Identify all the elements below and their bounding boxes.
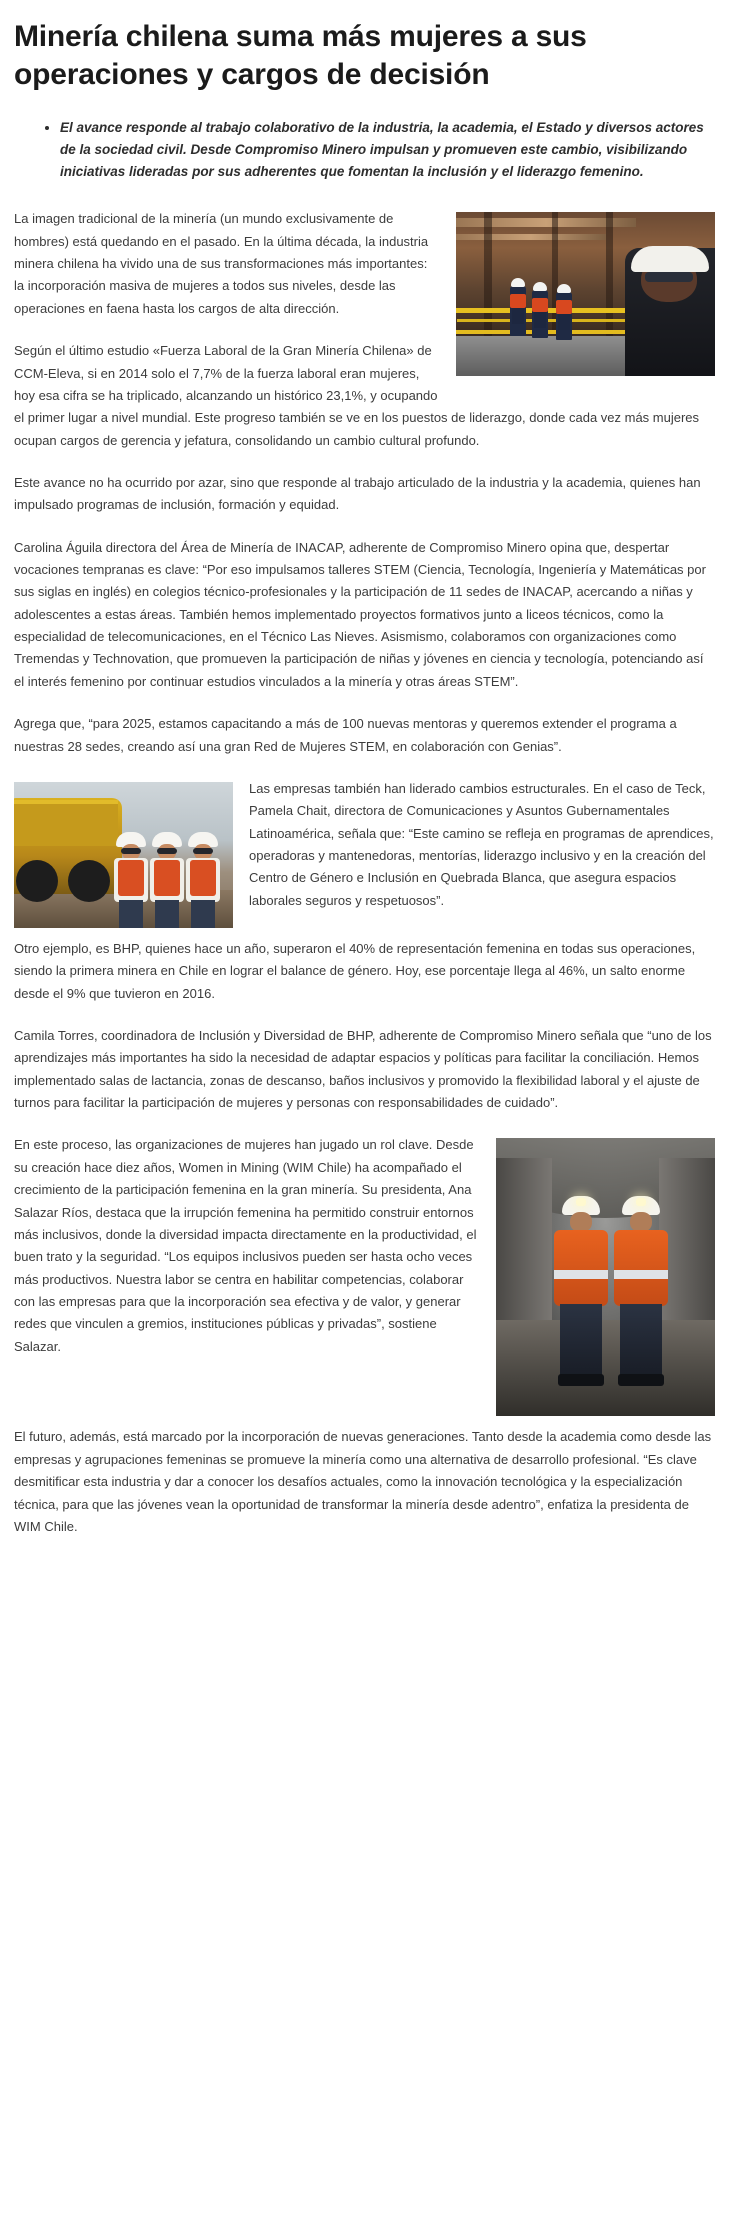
legs-shape: [560, 1304, 602, 1382]
haul-truck-three-women-photo: [14, 782, 233, 928]
photo-frame: [496, 1138, 715, 1416]
worker-figure: [552, 1196, 610, 1382]
article-paragraph: La imagen tradicional de la minería (un mundo exclusivamente de hombres) está quedando en el pasado. En la última década, la industria minera chilena ha vivido una de sus transformaciones más importantes: la incorporación masiva de mujeres a todos sus niveles, desde las operaciones en faena hasta los cargos de alta dirección.: [14, 211, 429, 316]
underground-tunnel-workers-photo: [496, 1138, 715, 1416]
hard-hat-shape: [557, 284, 571, 293]
head-shape: [630, 1212, 652, 1232]
safety-vest-shape: [154, 860, 180, 896]
safety-glasses-shape: [157, 848, 177, 854]
worker-figure: [112, 832, 150, 928]
photo-frame: [456, 212, 715, 376]
truck-tray-shape: [14, 800, 118, 846]
hard-hat-shape: [511, 278, 525, 287]
head-shape: [570, 1212, 592, 1232]
article-paragraph: Agrega que, “para 2025, estamos capacitando a más de 100 nuevas mentoras y queremos extender el programa a nuestras 28 sedes, creando así una gran Red de Mujeres STEM, en colaboración con Genias”.: [14, 716, 677, 754]
worker-figure: [184, 832, 222, 928]
article-paragraph: En este proceso, las organizaciones de mujeres han jugado un rol clave. Desde su creación hace diez años, Women in Mining (WIM Chile) ha acompañado el crecimiento de la participación femenina en la gran minería. Su presidenta, Ana Salazar Ríos, destaca que la irrupción femenina ha permitido construir entornos más inclusivos, donde la diversidad impacta directamente en la productividad, el buen trato y la seguridad. “Los equipos inclusivos pueden ser hasta ocho veces más productivos. Nuestra labor se centra en habilitar competencias, colaborar con las empresas para que la incorporación sea efectiva y de valor, y generar redes que vinculen a gremios, instituciones públicas y privadas”, sostiene Salazar.: [14, 1137, 477, 1354]
photo-frame: [14, 782, 233, 928]
foreground-worker-figure: [625, 248, 715, 376]
legs-shape: [512, 308, 524, 324]
haul-truck-shape: [14, 798, 122, 894]
article-lede-item: • El avance responde al trabajo colaborativo de la industria, la academia, el Estado y diversos actores de la sociedad civil. Desde Compromiso Minero impulsan y promueven este cambio, visibilizando iniciativas lideradas por sus adherentes que fomentan la inclusión y el liderazgo femenino.: [60, 117, 715, 183]
safety-glasses-shape: [193, 848, 213, 854]
coverall-shape: [554, 1230, 608, 1306]
article-paragraph: Las empresas también han liderado cambios estructurales. En el caso de Teck, Pamela Chait, directora de Comunicaciones y Asuntos Gubernamentales Latinoamérica, señala que: “Este camino se refleja en programas de aprendices, operadoras y mantenedoras, mentorías, liderazgo inclusivo y en la creación del Centro de Género e Inclusión en Quebrada Blanca, que asegura espacios laborales seguros y respetuosos”.: [249, 780, 714, 908]
reflective-stripe-shape: [614, 1270, 668, 1279]
safety-vest-shape: [190, 860, 216, 896]
safety-glasses-shape: [645, 272, 693, 282]
boots-shape: [558, 1374, 604, 1386]
worker-figure: [148, 832, 186, 928]
legs-shape: [620, 1304, 662, 1382]
truck-tire-shape: [68, 860, 110, 902]
worker-figure: [556, 292, 572, 340]
boots-shape: [618, 1374, 664, 1386]
headlamp-icon: [576, 1198, 586, 1206]
coverall-shape: [614, 1230, 668, 1306]
hard-hat-shape: [533, 282, 547, 291]
worker-figure: [532, 290, 548, 338]
legs-shape: [534, 312, 546, 328]
reflective-stripe-shape: [554, 1270, 608, 1279]
worker-figure: [612, 1196, 670, 1382]
mine-interior-walkway-workers-photo: [456, 212, 715, 376]
legs-shape: [119, 900, 143, 928]
page-title: Minería chilena suma más mujeres a sus operaciones y cargos de decisión: [14, 20, 587, 92]
legs-shape: [558, 314, 570, 330]
pipe-shape: [456, 234, 606, 240]
headlamp-icon: [636, 1198, 646, 1206]
safety-glasses-shape: [121, 848, 141, 854]
safety-vest-shape: [556, 300, 572, 314]
safety-vest-shape: [118, 860, 144, 896]
truck-tire-shape: [16, 860, 58, 902]
article-paragraph: Según el último estudio «Fuerza Laboral de la Gran Minería Chilena» de CCM-Eleva, si en 2014 solo el 7,7% de la fuerza laboral eran mujeres, hoy esa cifra se ha triplicado, alcanzando un histórico 23,1%, y ocupando el primer lugar a nivel mundial. Este progreso también se ve en los puestos de liderazgo, donde cada vez más mujeres ocupan cargos de gerencia y jefatura, consolidando un cambio cultural profundo.: [14, 343, 700, 448]
article-paragraph: Camila Torres, coordinadora de Inclusión y Diversidad de BHP, adherente de Compromiso Minero señala que “uno de los aprendizajes más importantes ha sido la necesidad de adaptar espacios y políticas para facilitar la conciliación. Hemos implementado salas de lactancia, zonas de descanso, baños inclusivos y promovido la flexibilidad laboral y el ajuste de turnos para facilitar la participación de mujeres y personas con responsabilidades de cuidado”.: [14, 1027, 712, 1111]
article-paragraph: El futuro, además, está marcado por la incorporación de nuevas generaciones. Tanto desde la academia como desde las empresas y agrupaciones femeninas se promueve la minería como una alternativa de desarrollo profesional. “Es clave desmitificar esta industria y dar a conocer los desafíos actuales, como la innovación tecnológica y la especialización técnica, para que las jóvenes vean la oportunidad de transformar la minería desde adentro”, enfatiza la presidenta de WIM Chile.: [14, 1429, 712, 1534]
article-paragraph: Este avance no ha ocurrido por azar, sino que responde al trabajo articulado de la industria y la academia, quienes han impulsado programas de inclusión, formación y equidad.: [14, 474, 701, 513]
article-lede-list: [14, 117, 715, 183]
legs-shape: [155, 900, 179, 928]
safety-vest-shape: [510, 294, 526, 308]
article-paragraph: Otro ejemplo, es BHP, quienes hace un año, superaron el 40% de representación femenina en todas sus operaciones, siendo la primera minera en Chile en lograr el balance de género. Hoy, ese porcentaje llega al 46%, un salto enorme desde el 9% que tuvieron en 2016.: [14, 940, 696, 1001]
safety-vest-shape: [532, 298, 548, 312]
article-paragraph: Carolina Águila directora del Área de Minería de INACAP, adherente de Compromiso Minero opina que, despertar vocaciones tempranas es clave: “Por eso impulsamos talleres STEM (Ciencia, Tecnología, Ingeniería y Matemáticas por sus siglas en inglés) en colegios técnico-profesionales y la participación de 11 sedes de INACAP, acercando a niñas y adolescentes a estas áreas. También hemos implementado proyectos formativos junto a liceos técnicos, como la especialidad de telecomunicaciones, en el Técnico Las Nieves. Asismismo, colaboramos con organizaciones como Tremendas y Technovation, que promueven la participación de niñas y jóvenes en ciencia y tecnología, potenciando así el interés femenino por continuar estudios vinculados a la minería y otras áreas STEM”.: [14, 539, 706, 689]
legs-shape: [191, 900, 215, 928]
hard-hat-shape: [631, 246, 709, 272]
worker-figure: [510, 286, 526, 336]
